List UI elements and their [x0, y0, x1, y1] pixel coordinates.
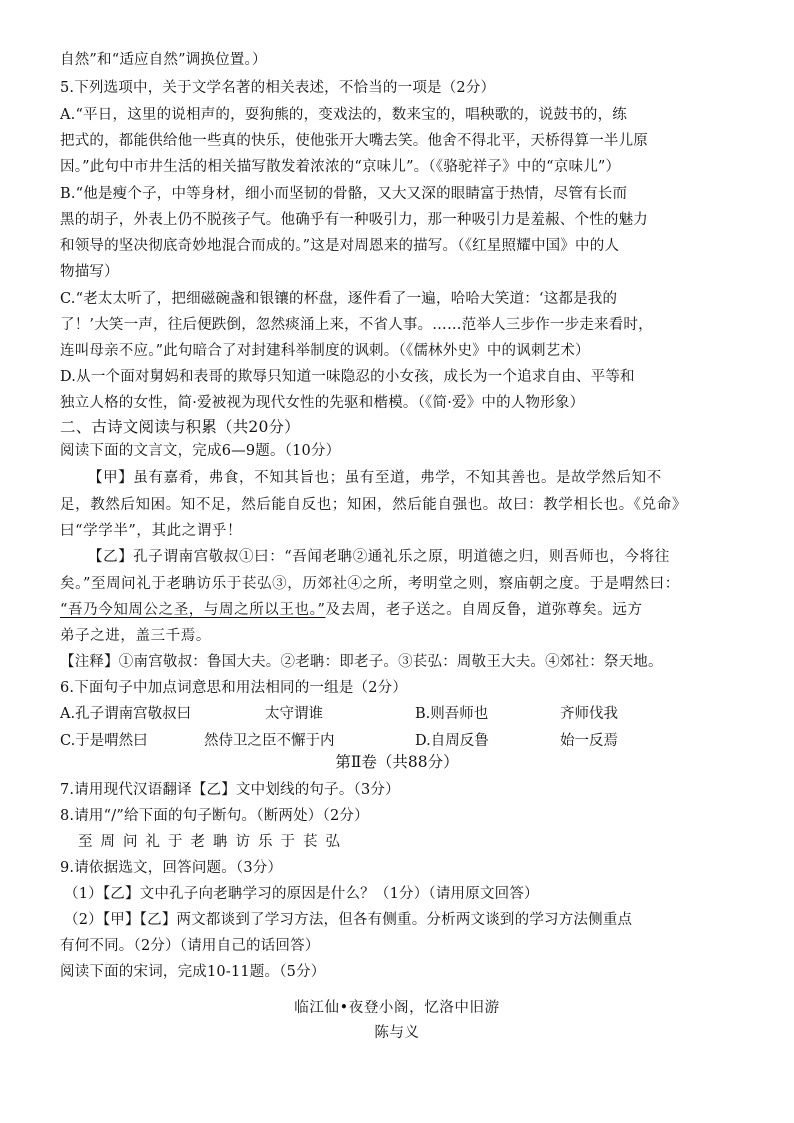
q6-option-a-second: 太守谓谁 — [265, 706, 323, 722]
q5-option-c-line: C.“老太太听了，把细磁碗盏和银镶的杯盘，逐件看了一遍，哈哈大笑道：‘这都是我的 — [60, 291, 618, 307]
q6-option-c-second: 然侍卫之臣不懈于内 — [204, 733, 335, 749]
q6-option-d-first: D.自周反鲁 — [415, 733, 489, 749]
q5-option-b-line: 和领导的坚决彻底奇妙地混合而成的。”这是对周恩来的描写。（《红星照耀中国》中的人 — [60, 238, 620, 254]
question-9: 9.请依据选文，回答问题。（3分） — [60, 860, 283, 876]
q8-sentence: 至周问礼于老聃访乐于苌弘 — [78, 834, 348, 850]
q5-option-c-line: 连叫母亲不应。”此句暗合了对封建科举制度的讽刺。（《儒林外史》中的讽刺艺术） — [60, 343, 590, 359]
text-line: 自然”和“适应自然”调换位置。） — [60, 52, 267, 68]
q6-option-b-first: B.则吾师也 — [415, 706, 489, 722]
q6-option-d-second: 始一反焉 — [560, 733, 618, 749]
q5-option-b-line: 物描写） — [60, 264, 119, 280]
q9-sub-2: （2）【甲】【乙】两文都谈到了学习方法，但各有侧重。分析两文谈到的学习方法侧重点 — [64, 912, 633, 928]
question-7: 7.请用现代汉语翻译【乙】文中划线的句子。（3分） — [60, 782, 400, 798]
q5-option-d-line: D.从一个面对舅妈和表哥的欺辱只知道一味隐忍的小女孩，成长为一个追求自由、平等和 — [60, 369, 635, 385]
poem-title: 临江仙•夜登小阁，忆洛中旧游 — [294, 1000, 500, 1016]
passage-yi-line — [60, 600, 643, 620]
passage-yi-line: 矣。”至周问礼于老聃访乐于苌弘③，历郊社④之所，考明堂之则，察庙朝之度。于是喟然曰： — [60, 576, 680, 592]
q5-option-d-line: 独立人格的女性，简·爱被视为现代女性的先驱和楷模。（《简·爱》中的人物形象） — [60, 395, 585, 411]
q6-option-a-first: A.孔子谓南宫敬叔曰 — [60, 706, 192, 722]
annotations: 【注释】①南宫敬叔：鲁国大夫。②老聃：即老子。③苌弘：周敬王大夫。④郊社：祭天地。 — [60, 654, 663, 670]
passage-jia-line: 【甲】虽有嘉肴，弗食，不知其旨也；虽有至道，弗学，不知其善也。是故学然后知不 — [88, 470, 662, 486]
q5-option-a-line: 因。”此句中市井生活的相关描写散发着浓浓的“京味儿”。（《骆驼祥子》中的“京味儿”） — [60, 159, 621, 175]
q6-option-c-first: C.于是喟然曰 — [60, 733, 148, 749]
q5-option-a-line: A.“平日，这里的说相声的，耍狗熊的，变戏法的，数来宝的，唱秧歌的，说鼓书的，练 — [60, 107, 627, 123]
q5-option-b-line: 黑的胡子，外表上仍不脱孩子气。他确乎有一种吸引力，那一种吸引力是羞赧、个性的魅力 — [60, 212, 648, 228]
question-5-stem: 5.下列选项中，关于文学名著的相关表述，不恰当的一项是（2分） — [60, 80, 496, 96]
passage-yi-line: 弟子之进，盖三千焉。 — [60, 628, 211, 644]
q5-option-b-line: B.“他是瘦个子，中等身材，细小而坚韧的骨骼，又大又深的眼睛富于热情，尽管有长而 — [60, 186, 628, 202]
passage-yi-text: 及去周，老子送之。自周反鲁，道弥尊矣。远方 — [325, 602, 643, 618]
passage-jia-line: 足，教然后知困。知不足，然后能自反也；知困，然后能自强也。故曰：教学相长也。《兑命》 — [60, 497, 687, 513]
section-2-heading: 二、古诗文阅读与积累（共20分） — [60, 418, 300, 436]
volume-2-heading: 第Ⅱ卷（共88分） — [335, 753, 459, 771]
reading-instruction: 阅读下面的文言文，完成6—9题。（10分） — [60, 443, 341, 459]
reading-instruction-2: 阅读下面的宋词，完成10-11题。（5分） — [60, 964, 326, 980]
passage-jia-line: 曰“学学半”，其此之谓乎！ — [60, 523, 243, 539]
question-6-stem: 6.下面句子中加点词意思和用法相同的一组是（2分） — [60, 680, 408, 696]
q5-option-a-line: 把式的，都能供给他一些真的快乐，使他张开大嘴去笑。他舍不得北平，天桥得算一半儿原 — [60, 133, 648, 149]
poem-author: 陈与义 — [374, 1025, 420, 1041]
q6-option-b-second: 齐师伐我 — [560, 706, 618, 722]
passage-yi-line: 【乙】孔子谓南宫敬叔①曰：“吾闻老聃②通礼乐之原，明道德之归，则吾师也，今将往 — [88, 549, 670, 565]
q5-option-c-line: 了！’大笑一声，往后便跌倒，忽然痰涌上来，不省人事。……范举人三步作一步走来看时， — [60, 317, 653, 333]
underlined-sentence: “吾乃今知周公之圣，与周之所以王也。” — [60, 602, 326, 618]
q9-sub-2-cont: 有何不同。（2分）（请用自己的话回答） — [60, 938, 320, 954]
q9-sub-1: （1）【乙】文中孔子向老聃学习的原因是什么？（1分）（请用原文回答） — [64, 886, 539, 902]
question-8: 8.请用“/”给下面的句子断句。（断两处）（2分） — [60, 808, 369, 824]
